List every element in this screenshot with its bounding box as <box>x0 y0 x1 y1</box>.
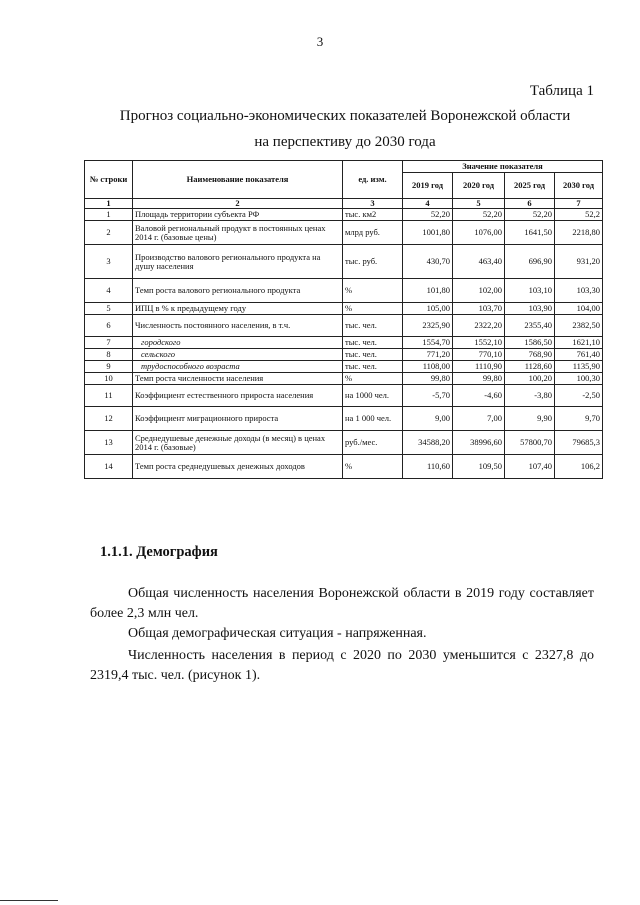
value-2019-cell: 110,60 <box>403 455 453 479</box>
unit-cell: тыс. чел. <box>343 315 403 337</box>
paragraph: Общая численность населения Воронежской области в 2019 году составляет более 2,3 млн чел. <box>90 586 594 621</box>
unit-cell: тыс. чел. <box>343 337 403 349</box>
column-index: 3 <box>343 199 403 209</box>
value-2025-cell: 103,90 <box>505 303 555 315</box>
indicator-name-cell: Площадь территории субъекта РФ <box>133 209 343 221</box>
value-2025-cell: 103,10 <box>505 279 555 303</box>
value-2020-cell: 770,10 <box>453 349 505 361</box>
value-2020-cell: 38996,60 <box>453 431 505 455</box>
unit-cell: на 1 000 чел. <box>343 407 403 431</box>
value-2030-cell: 1135,90 <box>555 361 603 373</box>
row-number-cell: 2 <box>85 221 133 245</box>
row-number-cell: 7 <box>85 337 133 349</box>
value-2030-cell: 100,30 <box>555 373 603 385</box>
value-2019-cell: 101,80 <box>403 279 453 303</box>
header-year-2025: 2025 год <box>505 173 555 199</box>
value-2025-cell: 1586,50 <box>505 337 555 349</box>
header-year-2019: 2019 год <box>403 173 453 199</box>
indicator-name-cell: городского <box>133 337 343 349</box>
value-2019-cell: 1554,70 <box>403 337 453 349</box>
value-2030-cell: 931,20 <box>555 245 603 279</box>
value-2019-cell: 430,70 <box>403 245 453 279</box>
unit-cell: тыс. чел. <box>343 361 403 373</box>
row-number-cell: 8 <box>85 349 133 361</box>
value-2030-cell: 79685,3 <box>555 431 603 455</box>
indicator-name-cell: Производство валового регионального продукта на душу населения <box>133 245 343 279</box>
value-2020-cell: 7,00 <box>453 407 505 431</box>
table-row <box>85 209 603 221</box>
table-row <box>85 221 603 245</box>
table-title-line2: на перспективу до 2030 года <box>254 134 436 150</box>
value-2020-cell: 1110,90 <box>453 361 505 373</box>
table-row <box>85 431 603 455</box>
value-2020-cell: 103,70 <box>453 303 505 315</box>
table-row <box>85 315 603 337</box>
value-2019-cell: -5,70 <box>403 385 453 407</box>
value-2020-cell: 2322,20 <box>453 315 505 337</box>
indicator-name-cell: Валовой региональный продукт в постоянных ценах 2014 г. (базовые цены) <box>133 221 343 245</box>
table-row <box>85 279 603 303</box>
row-number-cell: 3 <box>85 245 133 279</box>
column-index: 6 <box>505 199 555 209</box>
indicator-name-cell: Среднедушевые денежные доходы (в месяц) в ценах 2014 г. (базовые) <box>133 431 343 455</box>
value-2030-cell: 2218,80 <box>555 221 603 245</box>
unit-cell: тыс. км2 <box>343 209 403 221</box>
table-title-line1: Прогноз социально-экономических показателей Воронежской области <box>119 108 571 124</box>
value-2019-cell: 105,00 <box>403 303 453 315</box>
value-2025-cell: 9,90 <box>505 407 555 431</box>
table-row <box>85 385 603 407</box>
value-2025-cell: 57800,70 <box>505 431 555 455</box>
row-number-cell: 1 <box>85 209 133 221</box>
indicator-name-cell: Темп роста численности населения <box>133 373 343 385</box>
indicator-name-cell: Коэффициент естественного прироста населения <box>133 385 343 407</box>
value-2030-cell: 9,70 <box>555 407 603 431</box>
value-2020-cell: 1552,10 <box>453 337 505 349</box>
unit-cell: % <box>343 455 403 479</box>
header-indicator-name: Наименование показателя <box>133 161 343 199</box>
table-row <box>85 373 603 385</box>
value-2019-cell: 771,20 <box>403 349 453 361</box>
value-2025-cell: 1641,50 <box>505 221 555 245</box>
value-2025-cell: 2355,40 <box>505 315 555 337</box>
column-index: 2 <box>133 199 343 209</box>
value-2025-cell: -3,80 <box>505 385 555 407</box>
indicator-name-cell: сельского <box>133 349 343 361</box>
value-2019-cell: 9,00 <box>403 407 453 431</box>
value-2020-cell: 52,20 <box>453 209 505 221</box>
value-2020-cell: 1076,00 <box>453 221 505 245</box>
value-2020-cell: 463,40 <box>453 245 505 279</box>
table-label: Таблица 1 <box>529 83 594 99</box>
table-body <box>85 209 603 479</box>
value-2020-cell: 102,00 <box>453 279 505 303</box>
value-2025-cell: 100,20 <box>505 373 555 385</box>
value-2030-cell: -2,50 <box>555 385 603 407</box>
value-2030-cell: 106,2 <box>555 455 603 479</box>
table-row <box>85 337 603 349</box>
unit-cell: тыс. чел. <box>343 349 403 361</box>
unit-cell: тыс. руб. <box>343 245 403 279</box>
footnote-separator <box>0 900 58 901</box>
value-2030-cell: 2382,50 <box>555 315 603 337</box>
value-2019-cell: 52,20 <box>403 209 453 221</box>
value-2025-cell: 107,40 <box>505 455 555 479</box>
table-row <box>85 455 603 479</box>
value-2025-cell: 696,90 <box>505 245 555 279</box>
value-2019-cell: 1001,80 <box>403 221 453 245</box>
value-2025-cell: 1128,60 <box>505 361 555 373</box>
row-number-cell: 4 <box>85 279 133 303</box>
table-row <box>85 303 603 315</box>
indicator-name-cell: Темп роста валового регионального продукта <box>133 279 343 303</box>
value-2030-cell: 52,2 <box>555 209 603 221</box>
row-number-cell: 9 <box>85 361 133 373</box>
value-2030-cell: 103,30 <box>555 279 603 303</box>
paragraph: Общая демографическая ситуация - напряженная. <box>128 626 427 641</box>
unit-cell: % <box>343 373 403 385</box>
column-index-row <box>85 199 603 209</box>
table-row <box>85 349 603 361</box>
page-number: 3 <box>316 34 324 49</box>
row-number-cell: 11 <box>85 385 133 407</box>
row-number-cell: 13 <box>85 431 133 455</box>
indicator-name-cell: Коэффициент миграционного прироста <box>133 407 343 431</box>
row-number-cell: 10 <box>85 373 133 385</box>
row-number-cell: 14 <box>85 455 133 479</box>
value-2030-cell: 1621,10 <box>555 337 603 349</box>
table-row <box>85 245 603 279</box>
section-heading: 1.1.1. Демография <box>100 544 218 560</box>
value-2020-cell: 109,50 <box>453 455 505 479</box>
unit-cell: руб./мес. <box>343 431 403 455</box>
indicator-name-cell: Темп роста среднедушевых денежных доходов <box>133 455 343 479</box>
header-row-number: № строки <box>85 161 133 199</box>
value-2019-cell: 99,80 <box>403 373 453 385</box>
column-index: 7 <box>555 199 603 209</box>
value-2019-cell: 1108,00 <box>403 361 453 373</box>
value-2025-cell: 768,90 <box>505 349 555 361</box>
header-year-2030: 2030 год <box>555 173 603 199</box>
header-value-group: Значение показателя <box>403 161 603 173</box>
row-number-cell: 6 <box>85 315 133 337</box>
value-2020-cell: 99,80 <box>453 373 505 385</box>
header-year-2020: 2020 год <box>453 173 505 199</box>
indicator-name-cell: Численность постоянного населения, в т.ч. <box>133 315 343 337</box>
value-2030-cell: 104,00 <box>555 303 603 315</box>
paragraph: Численность населения в период с 2020 по 2030 уменьшится с 2327,8 до 2319,4 тыс. чел. (рисунок 1). <box>90 648 594 683</box>
value-2030-cell: 761,40 <box>555 349 603 361</box>
value-2019-cell: 2325,90 <box>403 315 453 337</box>
row-number-cell: 12 <box>85 407 133 431</box>
indicator-name-cell: ИПЦ в % к предыдущему году <box>133 303 343 315</box>
unit-cell: млрд руб. <box>343 221 403 245</box>
value-2025-cell: 52,20 <box>505 209 555 221</box>
unit-cell: % <box>343 303 403 315</box>
column-index: 5 <box>453 199 505 209</box>
row-number-cell: 5 <box>85 303 133 315</box>
indicator-name-cell: трудоспособного возраста <box>133 361 343 373</box>
unit-cell: % <box>343 279 403 303</box>
value-2020-cell: -4,60 <box>453 385 505 407</box>
table-row <box>85 361 603 373</box>
header-unit: ед. изм. <box>343 161 403 199</box>
column-index: 4 <box>403 199 453 209</box>
forecast-table <box>84 160 603 479</box>
column-index: 1 <box>85 199 133 209</box>
table-row <box>85 407 603 431</box>
unit-cell: на 1000 чел. <box>343 385 403 407</box>
value-2019-cell: 34588,20 <box>403 431 453 455</box>
